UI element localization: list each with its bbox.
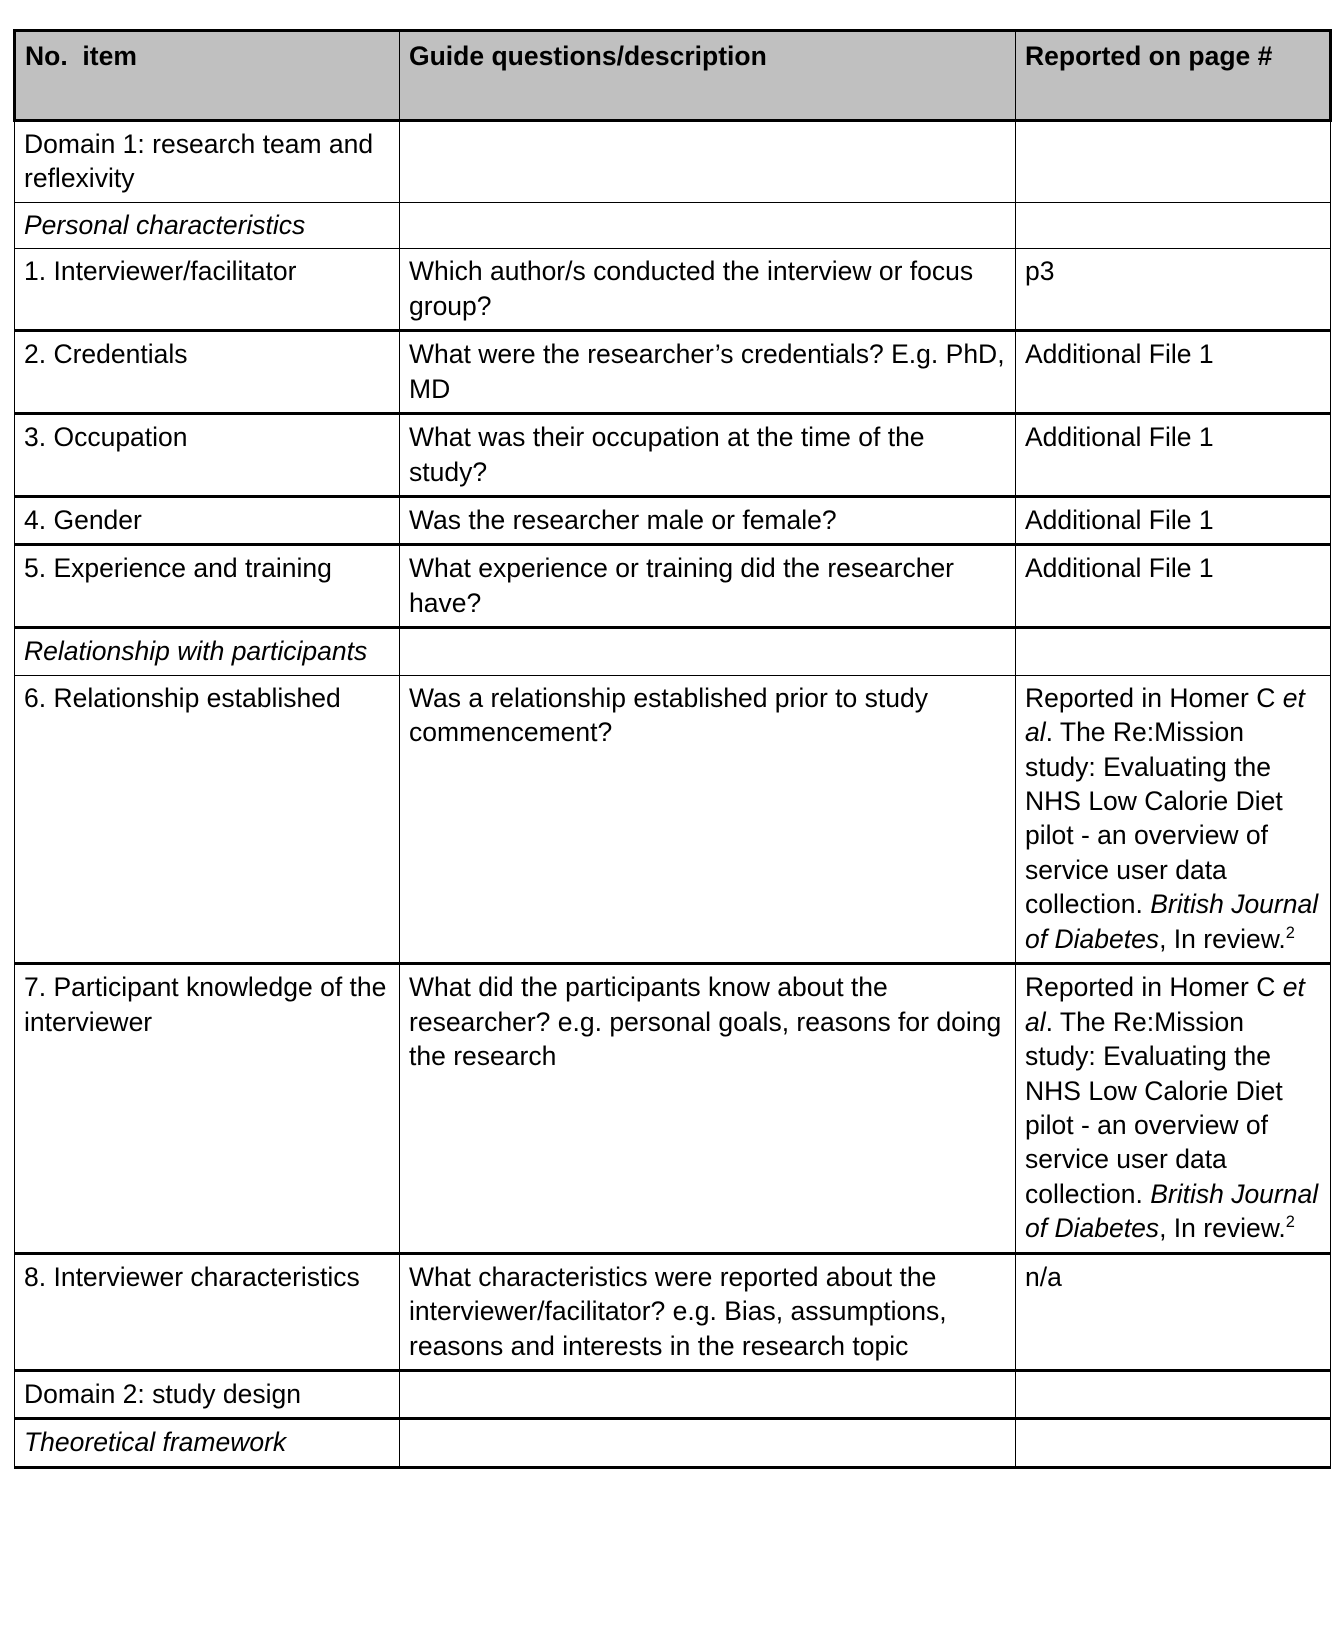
row-guide-question — [400, 202, 1016, 248]
row-guide-question: Which author/s conducted the interview or focus group? — [400, 249, 1016, 331]
row-reported-page-citation — [1016, 675, 1331, 964]
coreq-checklist-table — [13, 29, 1332, 1469]
row-guide-question: What did the participants know about the researcher? e.g. personal goals, reasons for doing the research — [400, 964, 1016, 1254]
row-item-label: Theoretical framework — [15, 1419, 400, 1467]
table-row — [15, 202, 1331, 248]
table-row — [15, 331, 1331, 414]
citation-etal: et al — [1025, 972, 1305, 1037]
table-row — [15, 414, 1331, 497]
row-guide-question: Was the researcher male or female? — [400, 496, 1016, 544]
row-reported-page — [1016, 628, 1331, 675]
citation-middle: . The Re:Mission study: Evaluating the NHS Low Calorie Diet pilot - an overview of service user data collection. — [1025, 717, 1283, 920]
table-row — [15, 121, 1331, 203]
citation-etal: et al — [1025, 682, 1305, 748]
row-guide-question — [400, 121, 1016, 203]
row-reported-page: p3 — [1016, 249, 1331, 331]
table-row — [15, 675, 1331, 964]
row-item-label: 3. Occupation — [15, 414, 400, 497]
table-row — [15, 496, 1331, 544]
row-item-label: 6. Relationship established — [15, 675, 400, 964]
column-header-reported-page: Reported on page # — [1016, 31, 1331, 121]
citation-reference-number: 2 — [1285, 1213, 1295, 1232]
citation-middle: . The Re:Mission study: Evaluating the NHS Low Calorie Diet pilot - an overview of service user data collection. — [1025, 1006, 1283, 1209]
row-item-label: 1. Interviewer/facilitator — [15, 249, 400, 331]
row-item-label: Relationship with participants — [15, 628, 400, 675]
citation-suffix: , In review. — [1159, 1213, 1286, 1244]
table-row — [15, 1253, 1331, 1370]
column-header-guide-questions: Guide questions/description — [400, 31, 1016, 121]
column-header-item: No. item — [15, 31, 400, 121]
table-header — [15, 31, 1331, 121]
table-header-row — [15, 31, 1331, 121]
row-guide-question — [400, 628, 1016, 675]
table-body — [15, 121, 1331, 1468]
row-item-label: 4. Gender — [15, 496, 400, 544]
row-reported-page — [1016, 202, 1331, 248]
table-row — [15, 249, 1331, 331]
citation-journal: British Journal of Diabetes — [1025, 889, 1319, 954]
row-reported-page — [1016, 1371, 1331, 1419]
table-row — [15, 1419, 1331, 1467]
row-item-label: Domain 1: research team and reflexivity — [15, 121, 400, 203]
row-reported-page: n/a — [1016, 1253, 1331, 1370]
table-row — [15, 1371, 1331, 1419]
row-reported-page: Additional File 1 — [1016, 414, 1331, 497]
row-reported-page: Additional File 1 — [1016, 545, 1331, 628]
row-reported-page — [1016, 1419, 1331, 1467]
row-reported-page — [1016, 121, 1331, 203]
row-item-label: 7. Participant knowledge of the interviewer — [15, 964, 400, 1254]
table-row — [15, 628, 1331, 675]
row-item-label: 5. Experience and training — [15, 545, 400, 628]
row-item-label: 2. Credentials — [15, 331, 400, 414]
row-guide-question — [400, 1371, 1016, 1419]
row-item-label: Domain 2: study design — [15, 1371, 400, 1419]
citation-prefix: Reported in Homer C — [1025, 972, 1283, 1003]
citation-prefix: Reported in Homer C — [1025, 682, 1283, 713]
row-item-label: Personal characteristics — [15, 202, 400, 248]
row-reported-page: Additional File 1 — [1016, 496, 1331, 544]
row-reported-page: Additional File 1 — [1016, 331, 1331, 414]
row-guide-question: What characteristics were reported about the interviewer/facilitator? e.g. Bias, assumptions, reasons and interests in the research topic — [400, 1253, 1016, 1370]
row-guide-question: What were the researcher’s credentials? E.g. PhD, MD — [400, 331, 1016, 414]
row-guide-question: What was their occupation at the time of the study? — [400, 414, 1016, 497]
row-guide-question: Was a relationship established prior to study commencement? — [400, 675, 1016, 964]
row-item-label: 8. Interviewer characteristics — [15, 1253, 400, 1370]
row-reported-page-citation — [1016, 964, 1331, 1254]
table-row — [15, 964, 1331, 1254]
citation-reference-number: 2 — [1285, 923, 1295, 942]
row-guide-question — [400, 1419, 1016, 1467]
table-row — [15, 545, 1331, 628]
citation-suffix: , In review. — [1159, 923, 1286, 954]
citation-journal: British Journal of Diabetes — [1025, 1178, 1319, 1244]
row-guide-question: What experience or training did the researcher have? — [400, 545, 1016, 628]
